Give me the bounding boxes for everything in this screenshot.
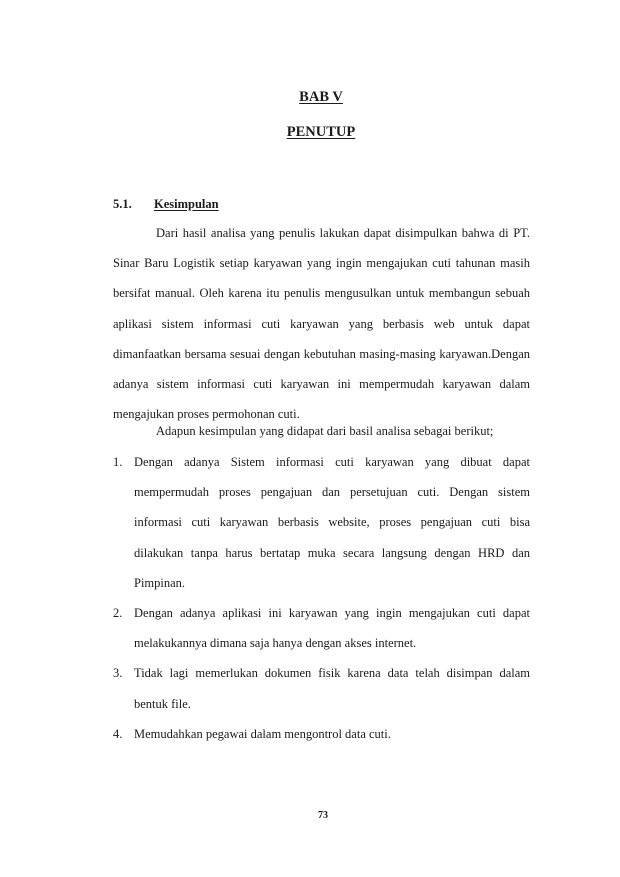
- list-item: [113, 598, 530, 658]
- list-item: [113, 719, 530, 749]
- chapter-title: PENUTUP: [286, 124, 356, 140]
- conclusion-list: [113, 447, 530, 749]
- list-item: [113, 658, 530, 718]
- section-number: 5.1.: [113, 197, 132, 211]
- list-item-number: 4.: [113, 726, 123, 741]
- list-item-text: Tidak lagi memerlukan dokumen fisik karena data telah disimpan dalam bentuk file.: [134, 666, 530, 711]
- list-item-text: Dengan adanya aplikasi ini karyawan yang ingin mengajukan cuti dapat melakukannya dimana saja hanya dengan akses internet.: [134, 606, 530, 651]
- list-item: [113, 447, 530, 598]
- paragraph-list-intro: Adapun kesimpulan yang didapat dari basil analisa sebagai berikut;: [156, 424, 494, 438]
- list-item-number: 2.: [113, 606, 123, 621]
- section-title: Kesimpulan: [154, 197, 219, 211]
- list-item-number: 3.: [113, 666, 123, 681]
- list-item-text: Memudahkan pegawai dalam mengontrol data cuti.: [134, 726, 391, 741]
- list-item-text: Dengan adanya Sistem informasi cuti karyawan yang dibuat dapat mempermudah proses pengajuan dan persetujuan cuti. Dengan sistem informasi cuti karyawan berbasis website, proses pengajuan cuti bisa dilakukan tanpa harus bertatap muka secara langsung dengan HRD dan Pimpinan.: [134, 455, 530, 590]
- page-number: 73: [318, 810, 328, 821]
- list-item-number: 1.: [113, 455, 123, 469]
- paragraph-conclusion-intro: Dari hasil analisa yang penulis lakukan dapat disimpulkan bahwa di PT. Sinar Baru Logistik setiap karyawan yang ingin mengajukan cuti tahunan masih bersifat manual. Oleh karena itu penulis mengusulkan untuk membangun sebuah aplikasi sistem informasi cuti karyawan yang berbasis web untuk dapat dimanfaatkan bersama sesuai dengan kebutuhan masing-masing karyawan.Dengan adanya sistem informasi cuti karyawan ini mempermudah karyawan dalam mengajukan proses permohonan cuti.: [113, 226, 530, 422]
- chapter-number: BAB V: [299, 89, 343, 105]
